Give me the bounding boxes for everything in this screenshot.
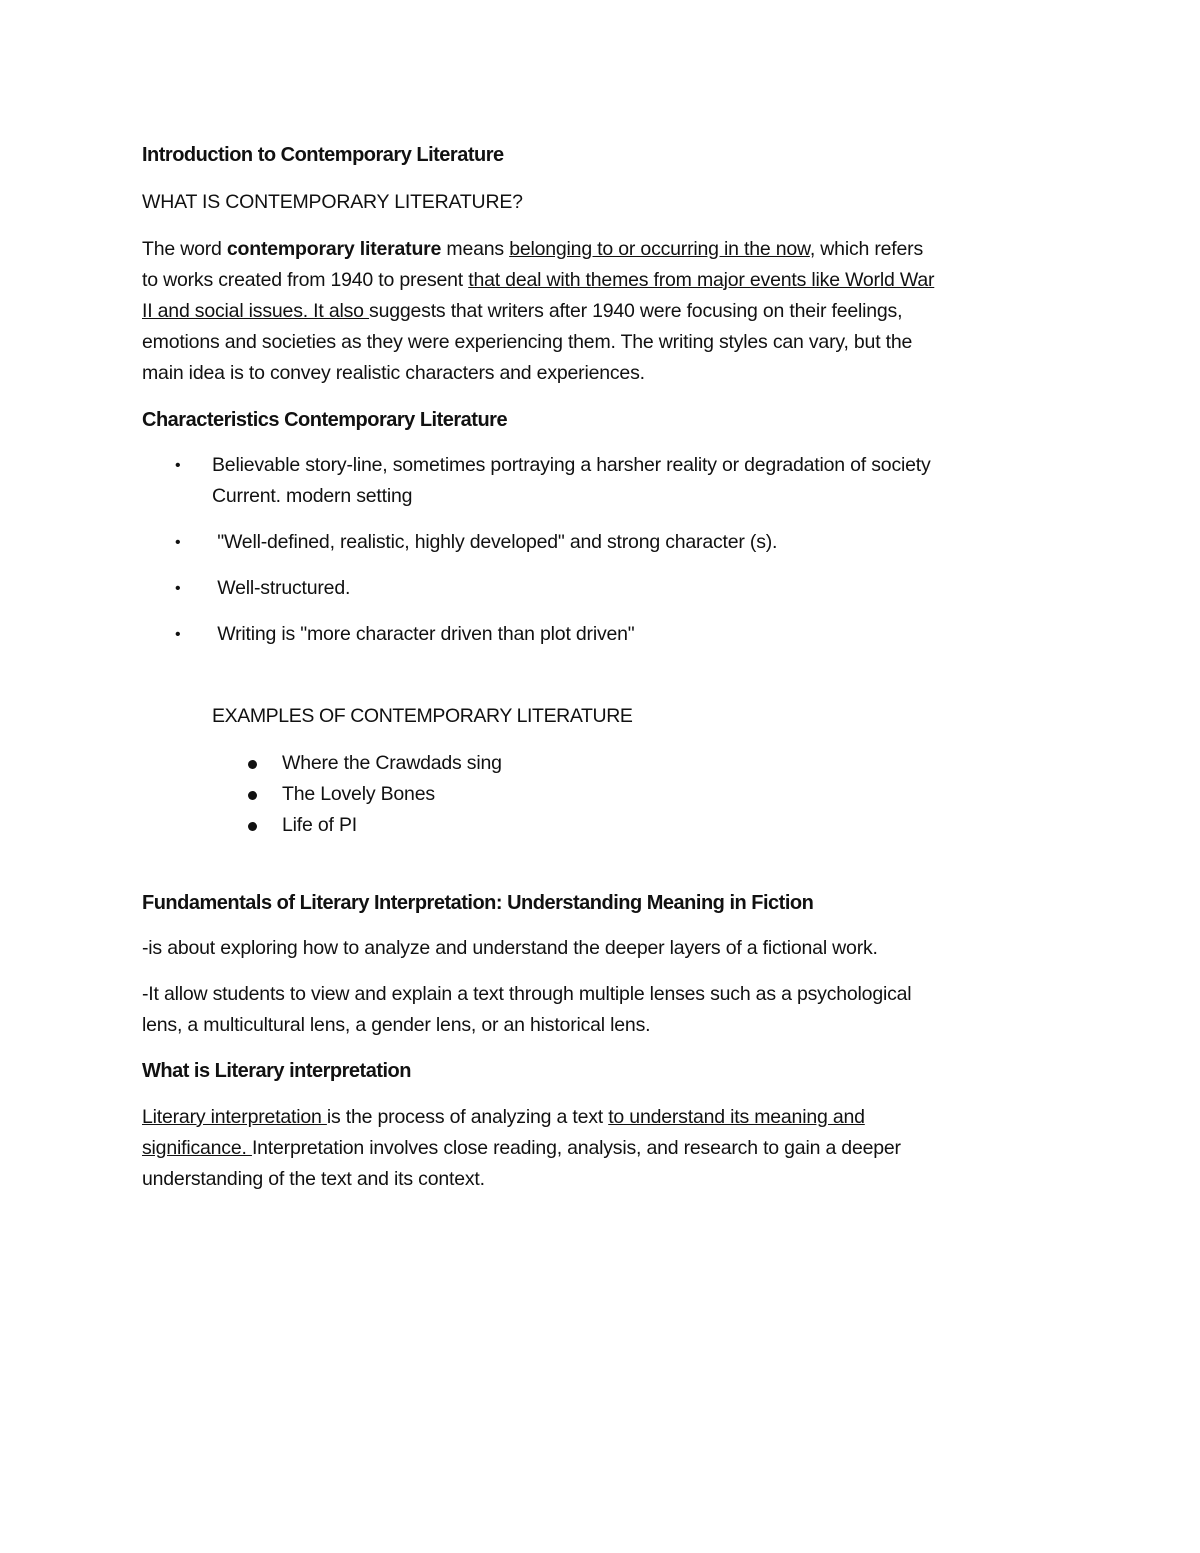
interpretation-line-3: understanding of the text and its context.	[142, 1168, 485, 1190]
bullet-disc-icon	[248, 791, 257, 800]
bullet-disc-icon	[248, 760, 257, 769]
characteristics-list	[142, 450, 1072, 650]
intro-text: to works created from 1940 to present	[142, 269, 469, 291]
bullet-icon: •	[175, 457, 181, 474]
interpretation-underlined-purpose: to understand its meaning and	[608, 1106, 865, 1128]
intro-text: The word	[142, 238, 227, 260]
list-item-text: Writing is "more character driven than plot driven"	[212, 623, 635, 645]
list-item	[142, 779, 1072, 810]
interpretation-underlined-significance: significance.	[142, 1137, 252, 1159]
example-title: The Lovely Bones	[282, 783, 435, 805]
examples-list	[142, 748, 1072, 841]
intro-underlined-definition: belonging to or occurring in the now	[509, 238, 810, 260]
list-item	[142, 619, 1072, 650]
intro-text: means	[441, 238, 510, 260]
interpretation-paragraph	[142, 1102, 1072, 1195]
list-item-text: Believable story-line, sometimes portraying a harsher reality or degradation of society	[212, 454, 931, 476]
bullet-icon: •	[175, 626, 181, 643]
fundamentals-line: lens, a multicultural lens, a gender lens, or an historical lens.	[142, 1014, 651, 1036]
example-title: Life of PI	[282, 814, 357, 836]
bullet-icon: •	[175, 534, 181, 551]
example-title: Where the Crawdads sing	[282, 752, 502, 774]
fundamentals-heading: Fundamentals of Literary Interpretation: Understanding Meaning in Fiction	[142, 892, 814, 914]
intro-text: suggests that writers after 1940 were focusing on their feelings,	[369, 300, 903, 322]
list-item	[142, 527, 1072, 558]
fundamentals-paragraph-2	[142, 979, 1072, 1041]
list-item	[142, 748, 1072, 779]
list-item-text: Well-structured.	[212, 577, 351, 599]
list-item	[142, 573, 1072, 604]
intro-line-5: main idea is to convey realistic characters and experiences.	[142, 362, 645, 384]
list-item-text: "Well-defined, realistic, highly developed" and strong character (s).	[212, 531, 778, 553]
list-item	[142, 810, 1072, 841]
section-subheading: WHAT IS CONTEMPORARY LITERATURE?	[142, 191, 523, 213]
intro-underlined-social: II and social issues. It also	[142, 300, 370, 322]
list-item	[142, 450, 1072, 512]
characteristics-heading: Characteristics Contemporary Literature	[142, 409, 508, 431]
intro-line-1	[142, 234, 1072, 265]
intro-text: , which refers	[809, 238, 924, 260]
list-item-text: Current. modern setting	[212, 485, 413, 507]
interpretation-text: Interpretation involves close reading, analysis, and research to gain a deeper	[251, 1137, 901, 1159]
document-title: Introduction to Contemporary Literature	[142, 144, 504, 166]
intro-line-3	[142, 296, 1072, 327]
intro-line-4: emotions and societies as they were experiencing them. The writing styles can vary, but the	[142, 331, 913, 353]
what-is-heading: What is Literary interpretation	[142, 1060, 411, 1082]
document-content	[142, 140, 1072, 1195]
interpretation-text: is the process of analyzing a text	[326, 1106, 609, 1128]
intro-paragraph	[142, 234, 1072, 389]
interpretation-line-1	[142, 1102, 1072, 1133]
fundamentals-line: -It allow students to view and explain a text through multiple lenses such as a psychological	[142, 983, 912, 1005]
bullet-icon: •	[175, 580, 181, 597]
intro-underlined-themes: that deal with themes from major events like World War	[468, 269, 935, 291]
bullet-disc-icon	[248, 822, 257, 831]
interpretation-term: Literary interpretation	[142, 1106, 327, 1128]
intro-line-2	[142, 265, 1072, 296]
examples-heading: EXAMPLES OF CONTEMPORARY LITERATURE	[212, 705, 633, 727]
intro-bold-term: contemporary literature	[226, 238, 442, 260]
fundamentals-paragraph-1: -is about exploring how to analyze and understand the deeper layers of a fictional work.	[142, 937, 878, 959]
interpretation-line-2	[142, 1133, 1072, 1164]
